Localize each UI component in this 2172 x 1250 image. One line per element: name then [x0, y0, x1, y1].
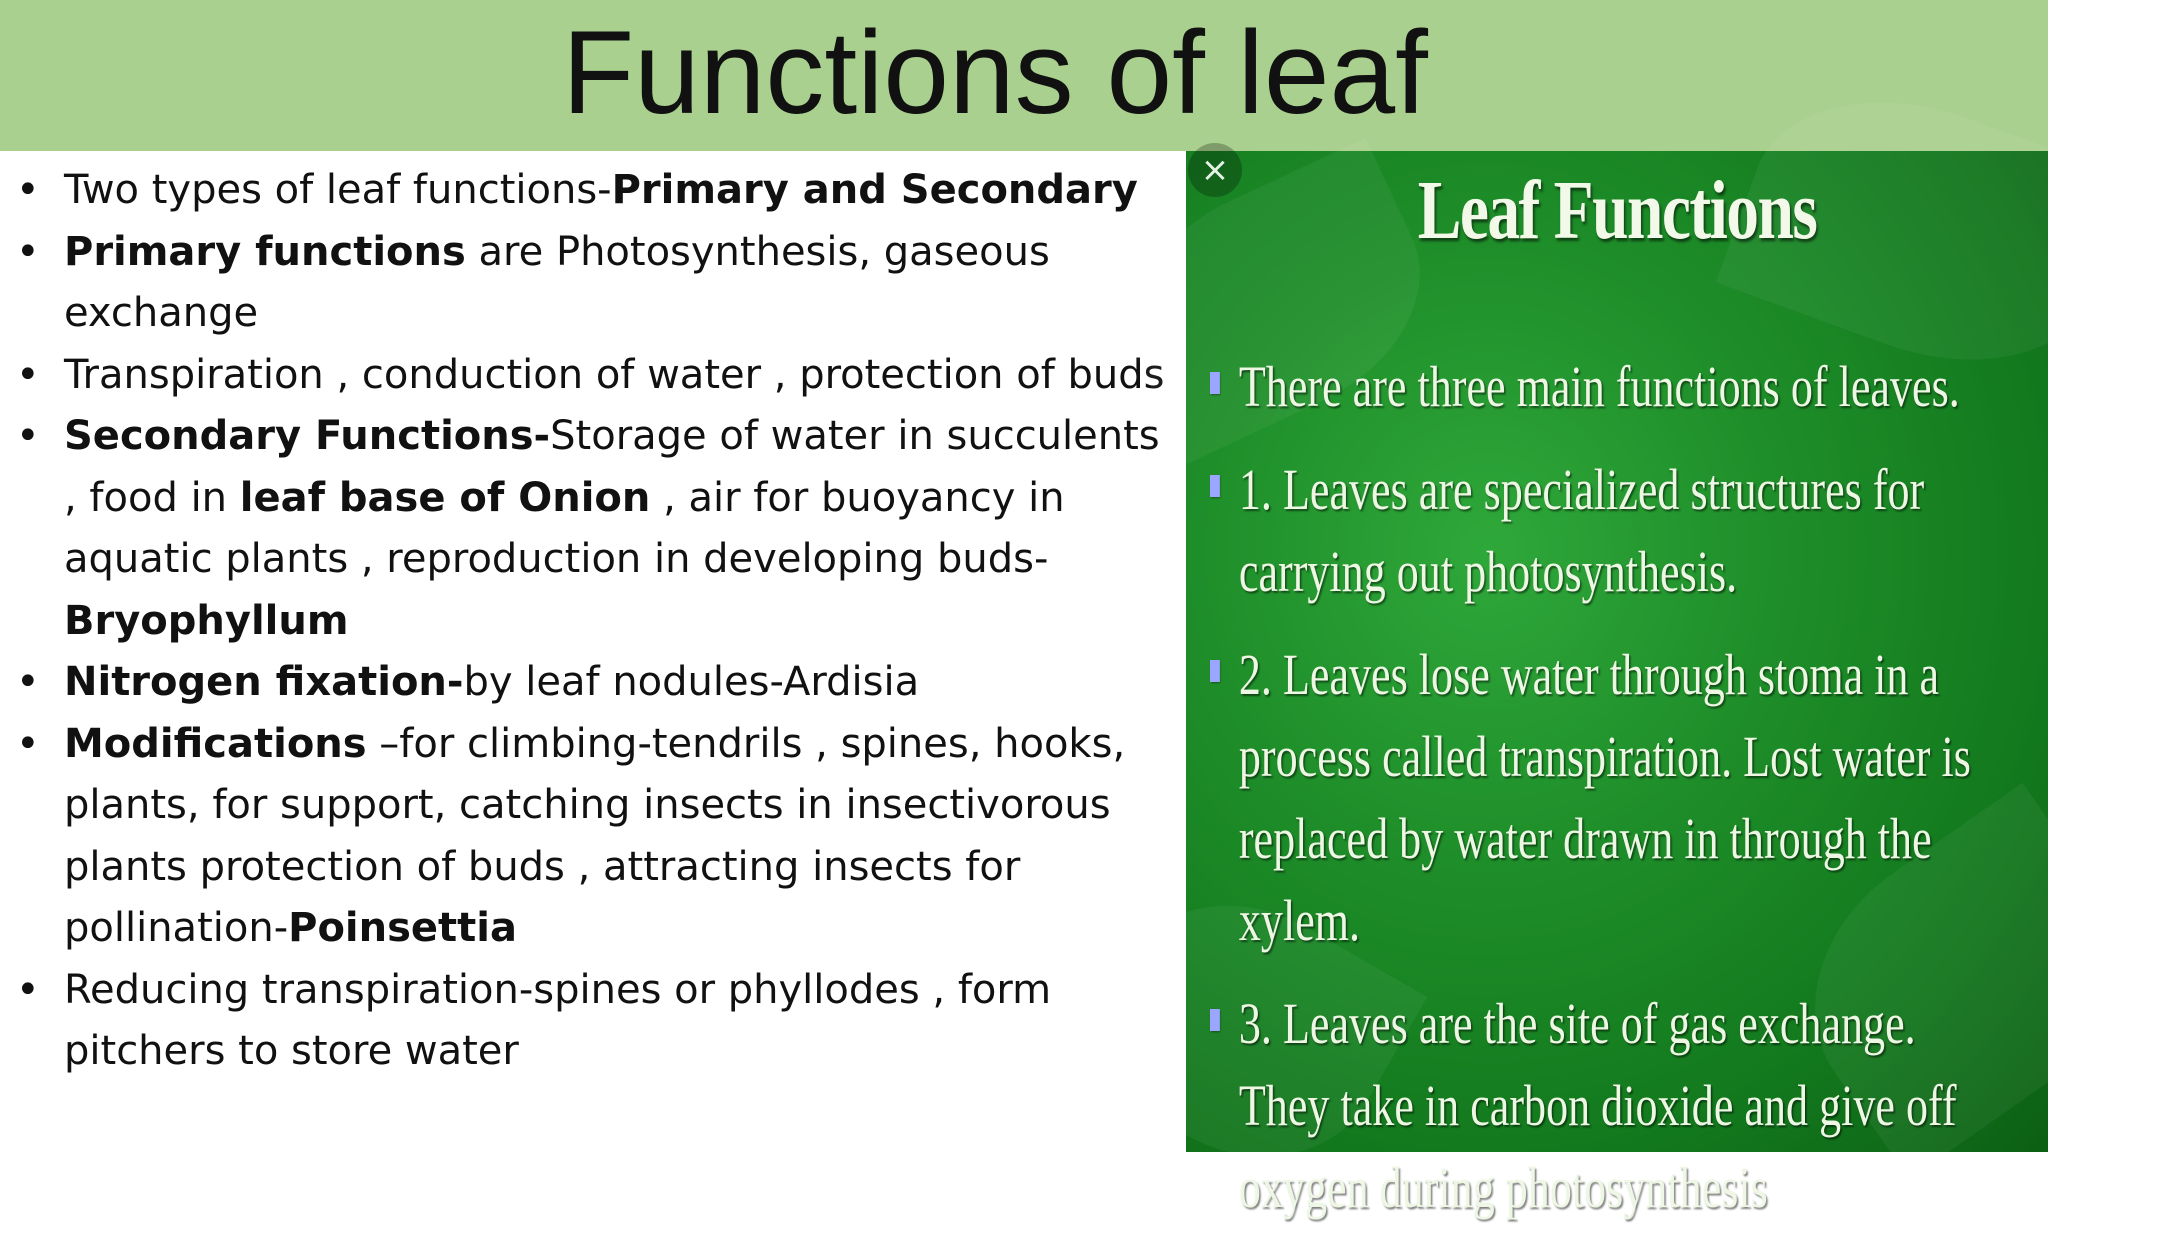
bullet-text: Two types of leaf functions-: [64, 167, 612, 213]
bullet-text: by leaf nodules-Ardisia: [463, 659, 920, 705]
bullet-text: –for climbing-tendrils , spines, hooks, plants, for support, catching insects in insectivorous plants protection of buds , attracting insects for pollination-: [64, 720, 1126, 951]
square-bullet-icon: [1210, 660, 1220, 682]
bullet-marker: •: [16, 966, 40, 1013]
panel-list: [1210, 346, 2008, 1250]
bullet-bold-text: Primary and Secondary: [611, 167, 1138, 213]
bullet-marker: •: [16, 351, 40, 398]
bullet-item: [0, 345, 1180, 407]
title-bar: [0, 0, 2048, 151]
bullet-text: Reducing transpiration-spines or phyllodes , form pitchers to store water: [64, 966, 1052, 1074]
bullet-item: [0, 160, 1180, 222]
bullet-marker: •: [16, 659, 40, 705]
bullet-marker: •: [16, 228, 40, 275]
panel-list-item: [1210, 449, 2008, 613]
bullet-text: Storage of water in succulents , food in: [64, 413, 1160, 521]
bullet-marker: •: [16, 720, 40, 767]
panel-item-text: 1. Leaves are specialized structures for carrying out photosynthesis.: [1238, 457, 1925, 604]
panel-item-text: 2. Leaves lose water through stoma in a process called transpiration. Lost water is replaced by water drawn in through the xylem.: [1238, 642, 1971, 953]
panel-list-item: [1210, 983, 2008, 1229]
panel-list-item: [1210, 346, 2008, 428]
leaf-functions-image: [1186, 150, 2048, 1220]
bullet-bold-text: Secondary Functions-: [64, 413, 551, 459]
bullet-item: [0, 652, 1180, 714]
bullet-bold-text: Modifications: [64, 720, 367, 767]
bullet-item: [0, 714, 1180, 960]
square-bullet-icon: [1210, 1009, 1220, 1031]
panel-title: Leaf Functions: [1417, 164, 1817, 257]
bullet-marker: •: [16, 413, 40, 459]
functions-list: [0, 160, 1180, 1083]
panel-item-text: 3. Leaves are the site of gas exchange. They take in carbon dioxide and give off oxygen during photosynthesis: [1238, 991, 1957, 1220]
panel-list-item: [1210, 634, 2008, 962]
bullet-item: [0, 960, 1180, 1083]
square-bullet-icon: [1210, 372, 1220, 394]
bullet-bold-text: Bryophyllum: [64, 597, 349, 644]
bullet-bold-text: Primary functions: [64, 228, 466, 275]
bullet-bold-text: leaf base of Onion: [239, 474, 651, 521]
square-bullet-icon: [1210, 475, 1220, 497]
bullet-item: [0, 406, 1180, 652]
bullet-text: , air for buoyancy in aquatic plants , reproduction in developing buds-: [64, 474, 1065, 582]
bullet-marker: •: [16, 167, 40, 213]
bullet-item: [0, 222, 1180, 345]
bullet-bold-text: Poinsettia: [288, 905, 517, 951]
panel-item-text: There are three main functions of leaves.: [1238, 354, 1960, 419]
close-icon[interactable]: ×: [1188, 143, 1242, 197]
bullet-bold-text: Nitrogen fixation-: [64, 659, 464, 705]
slide-title: Functions of leaf: [562, 7, 1428, 139]
bullet-text: are Photosynthesis, gaseous exchange: [64, 228, 1050, 336]
bullet-text: Transpiration , conduction of water , protection of buds: [64, 351, 1165, 398]
